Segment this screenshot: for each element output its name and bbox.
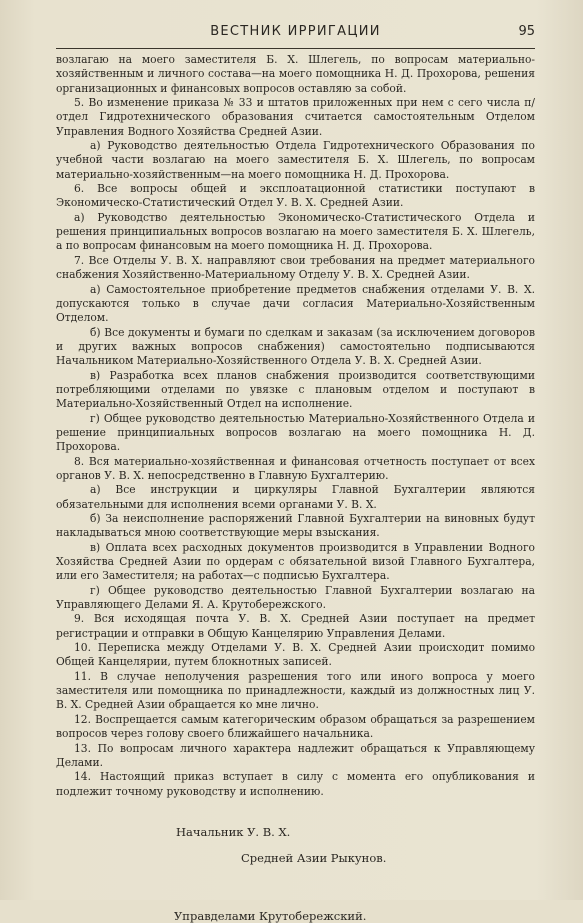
paragraph-item-14: 14. Настоящий приказ вступает в силу с момента его опубликования и подлежит точному руководству и исполнению.	[56, 770, 535, 798]
paragraph-item-13: 13. По вопросам личного характера надлежит обращаться к Управляющему Делами.	[56, 741, 535, 769]
signature-name: Средней Азии Рыкунов.	[241, 850, 387, 865]
paragraph-item-9: 9. Вся исходящая почта У. В. Х. Средней Азии поступает на предмет регистрации и отправки в Общую Канцелярию Управления Делами.	[56, 612, 535, 640]
paragraph-item-10: 10. Переписка между Отделами У. В. Х. Средней Азии происходит помимо Общей Канцелярии, путем блокнотных записей.	[56, 641, 535, 669]
paragraph-item-8g: г) Общее руководство деятельностью Главной Бухгалтерии возлагаю на Управляющего Делами Я. А. Крутобережского.	[56, 583, 535, 612]
paragraph-item-8b: б) За неисполнение распоряжений Главной Бухгалтерии на виновных будут накладываться мною соответствующие меры взыскания.	[56, 512, 535, 540]
paragraph-item-8a: а) Все инструкции и циркуляры Главной Бухгалтерии являются обязательными для исполнения всеми органами У. В. Х.	[56, 483, 535, 511]
paragraph-item-7: 7. Все Отделы У. В. Х. направляют свои требования на предмет материального снабжения Хозяйственно-Материальному Отделу У. В. Х. Средней Азии.	[56, 253, 535, 282]
paragraph-item-8: 8. Вся материально-хозяйственная и финансовая отчетность поступает от всех органов У. В. Х. непосредственно в Главную Бухгалтерию.	[56, 454, 535, 482]
order-text	[56, 53, 535, 799]
paragraph-item-5: 5. Во изменение приказа № 33 и штатов приложенных при нем с сего числа п/отдел Гидротехнического образования считается самостоятельным Отделом Управления Водного Хозяйства Средней Азии.	[56, 96, 535, 138]
paragraph-item-7a: а) Самостоятельное приобретение предметов снабжения отделами У. В. Х. допускаются только в случае дачи согласия Материально-Хозяйственным Отделом.	[56, 282, 535, 325]
paragraph-item-5a: а) Руководство деятельностью Отдела Гидротехнического Образования по учебной части возлагаю на моего заместителя Б. Х. Шлегель, по вопросам материально-хозяйственным—на моего помощника Н. Д. Прохорова.	[56, 139, 535, 181]
paragraph: возлагаю на моего заместителя Б. Х. Шлегель, по вопросам материально-хозяйственным и личного состава—на моего помощника Н. Д. Прохорова, решения организационных и финансовых вопросов оставляю за собой.	[56, 53, 535, 95]
journal-title: ВЕСТНИК ИРРИГАЦИИ	[210, 24, 381, 39]
paragraph-item-7g: г) Общее руководство деятельностью Материально-Хозяйственного Отдела и решение принципиальных вопросов возлагаю на моего помощника Н. Д. Прохорова.	[56, 411, 535, 454]
signature-manager: Управделами Крутобережский.	[174, 908, 367, 923]
paragraph-item-11: 11. В случае неполучения разрешения того или иного вопроса у моего заместителя или помощника по принадлежности, каждый из должностных лиц У. В. Х. Средней Азии обращается ко мне лично.	[56, 669, 535, 712]
paragraph-item-6: 6. Все вопросы общей и эксплоатационной статистики поступают в Экономическо-Статистический Отдел У. В. Х. Средней Азии.	[56, 182, 535, 210]
paragraph-item-7b: б) Все документы и бумаги по сделкам и заказам (за исключением договоров и других важных вопросов снабжения) самостоятельно подписываются Начальником Материально-Хозяйственного Отдела У. В. Х. Средней Азии.	[56, 325, 535, 368]
paragraph-item-7v: в) Разработка всех планов снабжения производится соответствующими потребляющими отделами по увязке с плановым отделом и поступают в Материально-Хозяйственный Отдел на исполнение.	[56, 368, 535, 411]
signature-head: Начальник У. В. Х.	[176, 824, 291, 839]
running-header	[56, 22, 535, 49]
paragraph-item-8v: в) Оплата всех расходных документов производится в Управлении Водного Хозяйства Средней Азии по ордерам с обязательной визой Главного Бухгалтера, или его Заместителя; на работах—с подписью Бухгалтера.	[56, 540, 535, 583]
paragraph-item-12: 12. Воспрещается самым категорическим образом обращаться за разрешением вопросов через голову своего ближайшего начальника.	[56, 712, 535, 741]
paragraph-item-6a: а) Руководство деятельностью Экономическо-Статистического Отдела и решения принципиальных вопросов возлагаю на моего заместителя Б. Х. Шлегель, а по вопросам финансовым на моего помощника Н. Д. Прохорова.	[56, 210, 535, 253]
page-number: 95	[518, 24, 535, 39]
